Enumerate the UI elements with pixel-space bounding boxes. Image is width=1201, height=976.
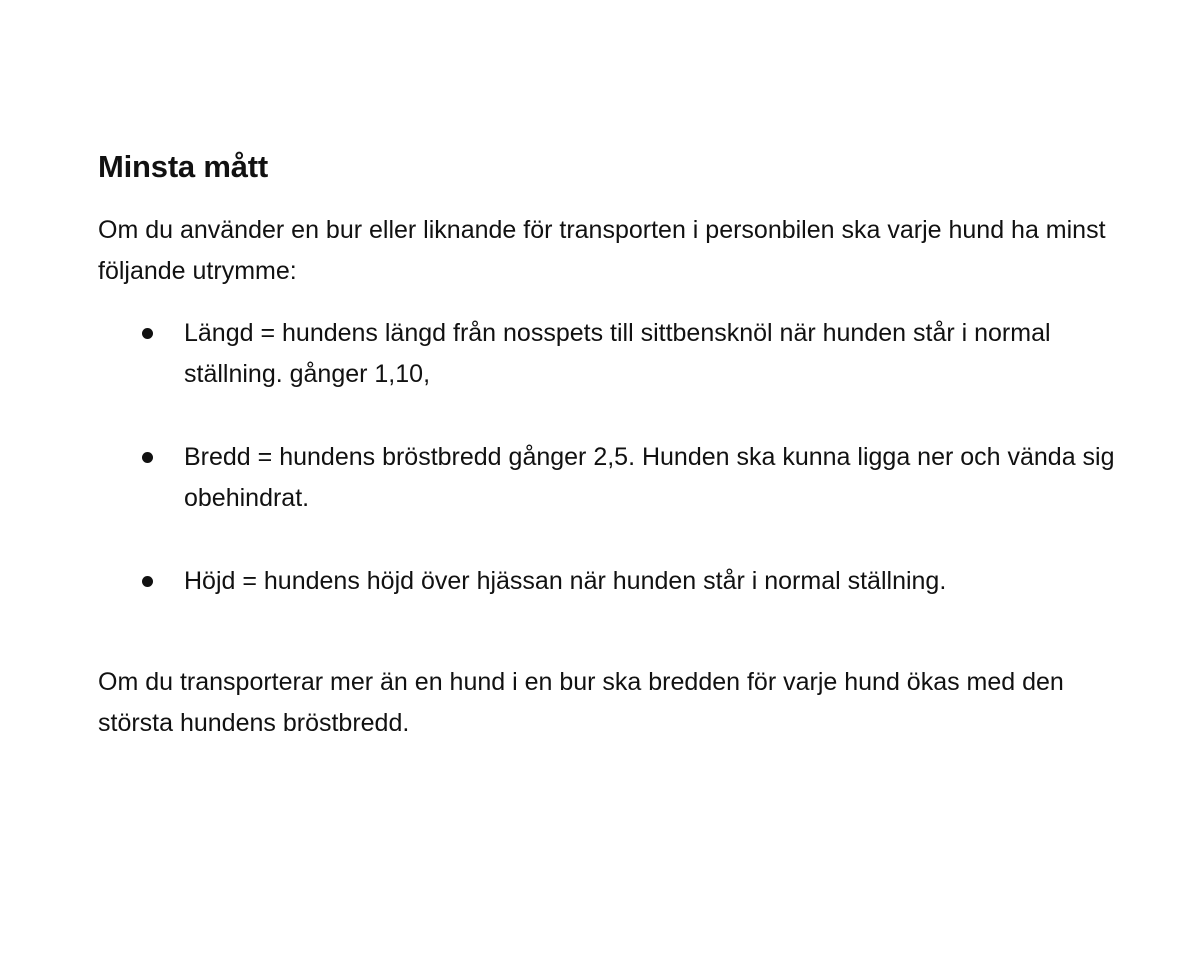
list-item-height [98, 561, 1118, 602]
list-item-length [98, 313, 1118, 395]
list-item-text: Längd = hundens längd från nosspets till sittbensknöl när hunden står i normal ställning. gånger 1,10, [184, 319, 1051, 388]
list-item-text: Höjd = hundens höjd över hjässan när hunden står i normal ställning. [184, 567, 947, 595]
section-heading: Minsta mått [98, 149, 269, 184]
bullet-icon [142, 452, 153, 463]
requirements-list [98, 313, 1118, 602]
list-item-text: Bredd = hundens bröstbredd gånger 2,5. Hunden ska kunna ligga ner och vända sig obehindrat. [184, 443, 1115, 512]
bullet-icon [142, 576, 153, 587]
bullet-icon [142, 328, 153, 339]
intro-paragraph: Om du använder en bur eller liknande för transporten i personbilen ska varje hund ha minst följande utrymme: [98, 216, 1106, 285]
outro-paragraph: Om du transporterar mer än en hund i en bur ska bredden för varje hund ökas med den största hundens bröstbredd. [98, 668, 1064, 737]
document-body [98, 146, 1118, 744]
list-item-width [98, 437, 1118, 519]
